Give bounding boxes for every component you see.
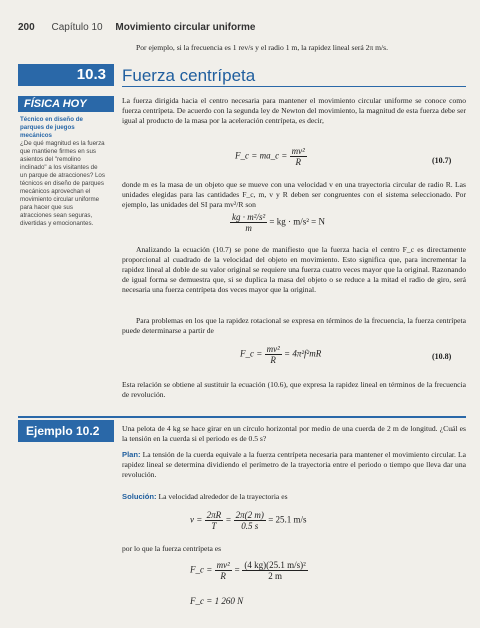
equation-10-7 bbox=[235, 146, 307, 167]
f-f2-den: 2 m bbox=[268, 571, 282, 581]
plan-label: Plan: bbox=[122, 450, 141, 459]
running-header bbox=[18, 22, 462, 33]
example-statement: Una pelota de 4 kg se hace girar en un círculo horizontal por medio de una cuerda de 2 m de longitud. ¿Cuál es la tensión en la cuerda si el periodo es de 0.5 s? bbox=[122, 424, 466, 443]
f-f1-den: R bbox=[220, 571, 226, 581]
solution-text: La velocidad alrededor de la trayectoria es bbox=[158, 492, 288, 501]
section-number: 10.3 bbox=[18, 64, 114, 86]
eq2-lhs: F_c = bbox=[240, 348, 263, 359]
solution-label: Solución: bbox=[122, 492, 157, 501]
f-f2-num: (4 kg)(25.1 m/s)² bbox=[244, 560, 306, 570]
v-f1-num: 2πR bbox=[206, 510, 222, 520]
then-text: por lo que la fuerza centrípeta es bbox=[122, 544, 222, 553]
eq1-den: R bbox=[295, 157, 301, 167]
equation-10-8 bbox=[240, 344, 321, 365]
v-f2-num: 2π(2 m) bbox=[235, 510, 264, 520]
eq2-num: mv² bbox=[266, 344, 280, 354]
sidebar-heading: Técnico en diseño de parques de juegos mecánicos bbox=[20, 116, 83, 139]
v-rhs: = 25.1 m/s bbox=[268, 514, 307, 525]
example-rule bbox=[18, 416, 466, 418]
units-equation bbox=[230, 212, 325, 233]
sidebar-text: ¿De qué magnitud es la fuerza que mantiene firmes en sus asientos del "remolino inclinado" a los visitantes de un parque de atracciones? Los técnicos en diseño de parques mecánicos aprovechan el movimiento circular uniforme para hacer que sus atracciones sean seguras, divertidas y emocionantes. bbox=[20, 140, 105, 227]
force-equation: F_c = $\frac{\text{mv²}}{R}$ = $\frac{\text{(4 kg)(25.1 m/s)²}}{2 m}$ bbox=[190, 560, 306, 581]
eq2-den: R bbox=[270, 355, 276, 365]
units-rhs: = kg · m/s² = N bbox=[269, 216, 326, 227]
eq1-label: (10.7) bbox=[432, 156, 452, 165]
velocity-equation: v = $\frac{2\pi R}{T}$ = $\frac{2\pi(2 m)}{0.5 s}$ = 25.1 m/s bbox=[190, 510, 307, 531]
paragraph-2: donde m es la masa de un objeto que se mueve con una velocidad v en una trayectoria circular de radio R. Las unidades elegidas para las cantidades F_c, m, v y R deben ser congruentes con el sistema seleccionado. Por ejemplo, las unidades del SI para mv²/R son bbox=[122, 180, 466, 209]
example-solution bbox=[122, 492, 466, 502]
sidebar-box bbox=[20, 116, 106, 228]
paragraph-4: Para problemas en los que la rapidez rotacional se expresa en términos de la frecuencia, la fuerza centrípeta puede determinarse a partir de bbox=[122, 316, 466, 335]
section-title: Fuerza centrípeta bbox=[122, 66, 256, 85]
force-result: F_c = 1 260 N bbox=[190, 596, 244, 606]
section-rule bbox=[122, 86, 466, 87]
f-lhs: F_c = bbox=[190, 564, 213, 575]
v-lhs: v = bbox=[190, 514, 203, 525]
intro-line: Por ejemplo, si la frecuencia es 1 rev/s y el radio 1 m, la rapidez lineal será 2π m/s. bbox=[136, 43, 389, 52]
v-f1-den: T bbox=[211, 521, 217, 531]
paragraph-5: Esta relación se obtiene al sustituir la ecuación (10.6), que expresa la rapidez lineal en términos de la frecuencia de revolución. bbox=[122, 380, 466, 399]
example-label: Ejemplo 10.2 bbox=[18, 420, 114, 442]
eq1-lhs: F_c = ma_c = bbox=[235, 150, 288, 161]
plan-text: La tensión de la cuerda equivale a la fuerza centrípeta necesaria para mantener el movimiento circular. La rapidez lineal se determina dividiendo el perímetro de la trayectoria entre el periodo o tiempo que lleva dar una revolución. bbox=[122, 450, 466, 479]
units-den: m bbox=[245, 223, 252, 233]
f-f1-num: mv² bbox=[216, 560, 230, 570]
chapter-title: Movimiento circular uniforme bbox=[115, 22, 256, 33]
page-number: 200 bbox=[18, 22, 35, 33]
fisica-hoy-banner: FÍSICA HOY bbox=[18, 96, 114, 112]
example-plan bbox=[122, 450, 466, 480]
v-f2-den: 0.5 s bbox=[241, 521, 259, 531]
paragraph-1: La fuerza dirigida hacia el centro necesaria para mantener el movimiento circular uniforme se conoce como fuerza centrípeta. De acuerdo con la segunda ley de Newton del movimiento, la magnitud de esta fuerza debe ser igual al producto de la masa por la aceleración centrípeta, es decir, bbox=[122, 96, 466, 125]
paragraph-3: Analizando la ecuación (10.7) se pone de manifiesto que la fuerza hacia el centro F_c es directamente proporcional al cuadrado de la velocidad del objeto en movimiento. Esto significa que, para incrementar la rapidez lineal al doble de su valor original se requiere una fuerza cuatro veces mayor que la original. Razonando de igual forma se demuestra que, si se duplica la masa del objeto o se reduce a la mitad el radio de giro, será necesaria una fuerza centrípeta dos veces mayor que la original. bbox=[122, 245, 466, 294]
eq2-label: (10.8) bbox=[432, 352, 452, 361]
units-num: kg · m²/s² bbox=[232, 212, 266, 222]
eq1-num: mv² bbox=[291, 146, 305, 156]
chapter-label: Capítulo 10 bbox=[51, 22, 103, 33]
eq2-rhs: = 4π²f²mR bbox=[284, 348, 322, 359]
